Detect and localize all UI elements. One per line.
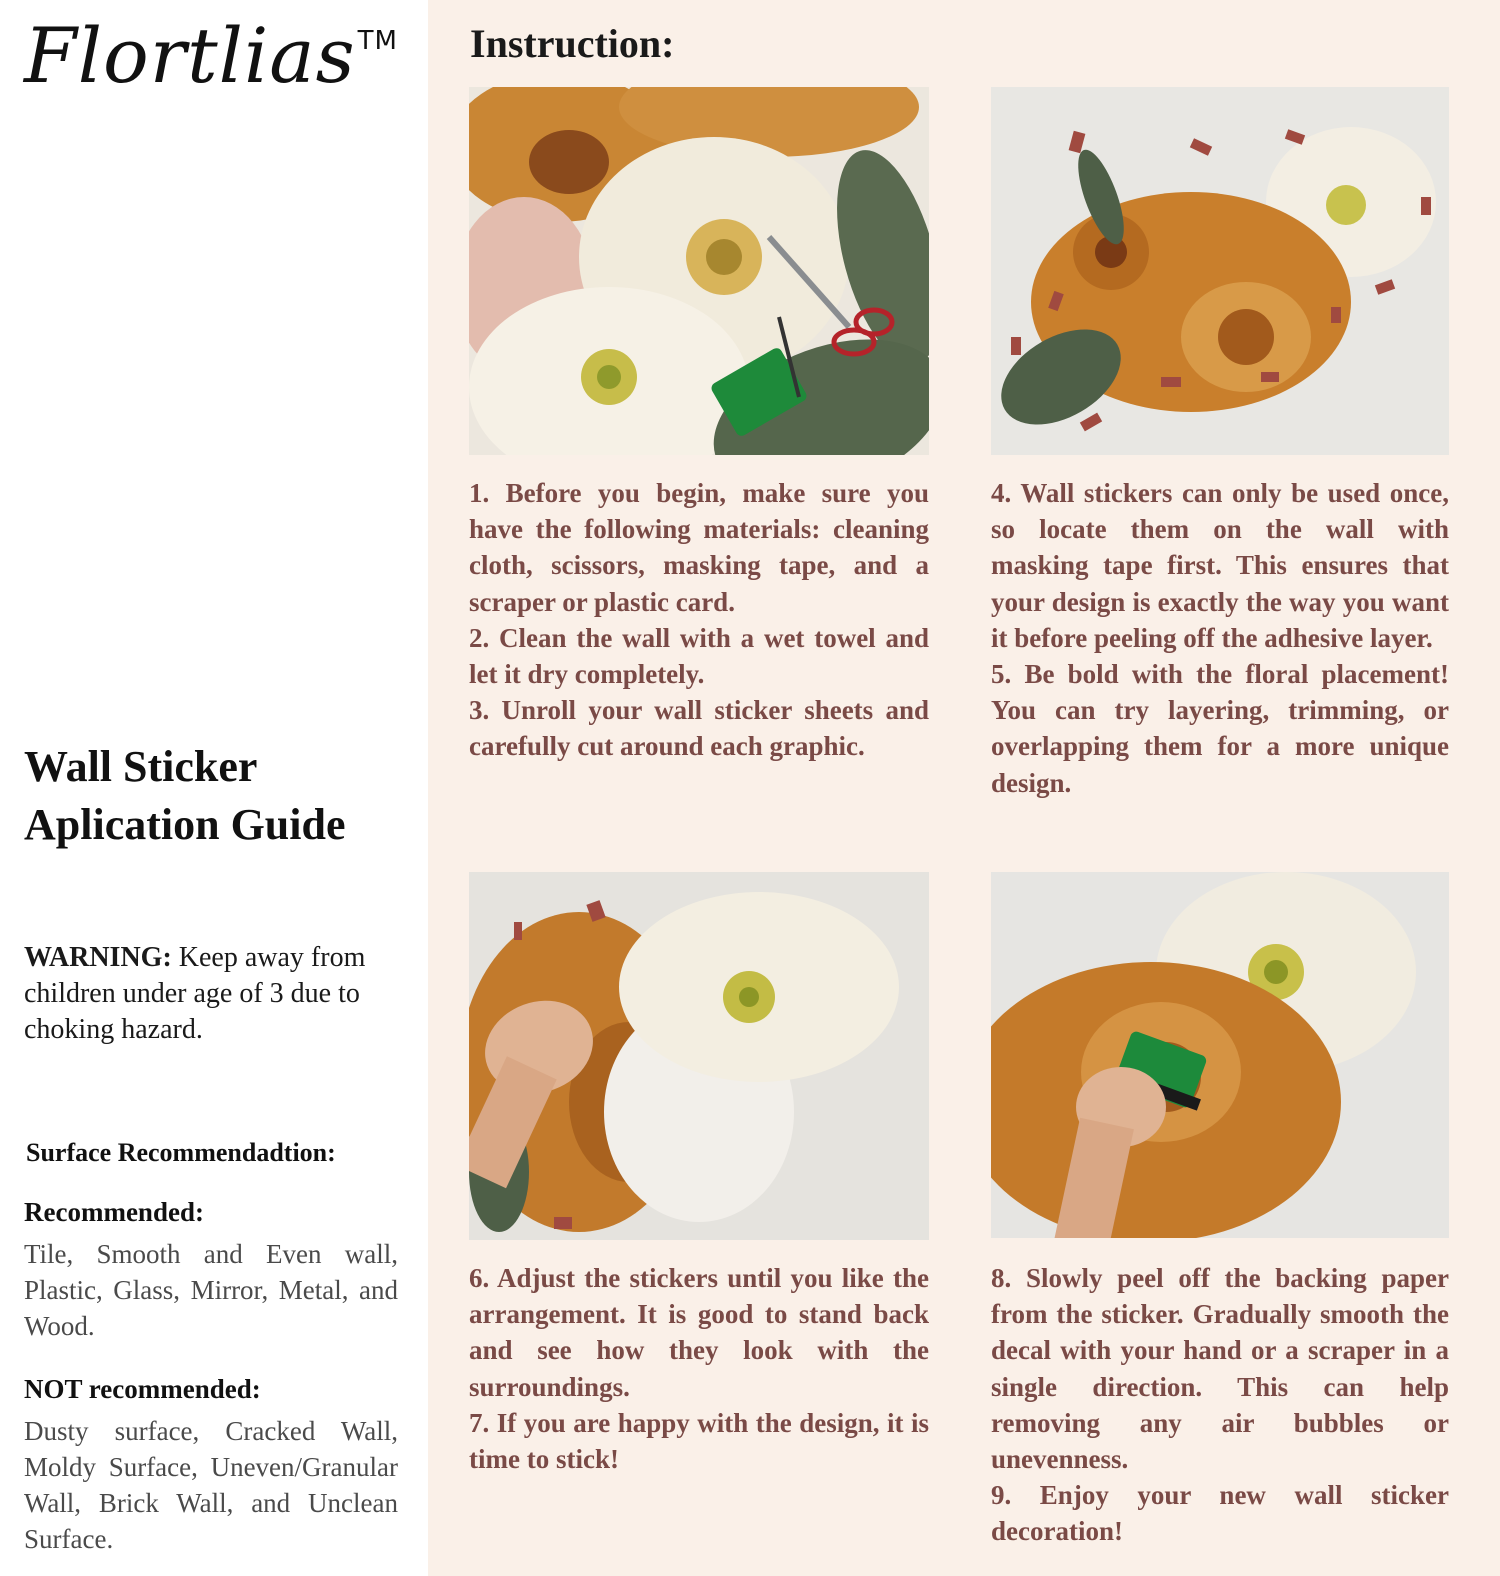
left-sidebar [0,0,428,1576]
brand-logo [24,11,398,100]
step-7: 7. If you are happy with the design, it is time to stick! [469,1407,929,1475]
surface-heading: Surface Recommendadtion: [26,1138,336,1167]
steps-1-3 [469,475,929,765]
step-9: 9. Enjoy your new wall sticker decoration! [991,1480,1449,1547]
steps-4-5 [991,475,1449,801]
placement-photo [991,87,1449,455]
placement-illustration [991,87,1449,455]
recommended-heading: Recommended: [24,1197,204,1227]
smoothing-illustration [991,872,1449,1238]
warning-label: WARNING: [24,942,172,973]
step-4: 4. Wall stickers can only be used once, so locate them on the wall with masking tape first. This ensures that your design is exactly the way you want it before peeling off the adhesive layer. [991,478,1449,653]
trademark-symbol: TM [357,26,398,56]
steps-6-7 [469,1260,929,1477]
recommended-text: Tile, Smooth and Even wall, Plastic, Glass, Mirror, Metal, and Wood. [24,1239,398,1341]
adjusting-photo [469,872,929,1240]
instruction-title: Instruction: [470,21,675,66]
not-recommended-text: Dusty surface, Cracked Wall, Moldy Surface, Uneven/Granular Wall, Brick Wall, and Unclean Surface. [24,1416,398,1554]
steps-8-9 [991,1260,1449,1550]
materials-illustration [469,87,929,455]
step-3: 3. Unroll your wall sticker sheets and carefully cut around each graphic. [469,695,929,762]
step-6: 6. Adjust the stickers until you like the arrangement. It is good to stand back and see how they look with the surroundings. [469,1263,929,1402]
step-8: 8. Slowly peel off the backing paper from the sticker. Gradually smooth the decal with your hand or a scraper in a single direction. This can help removing any air bubbles or unevenness. [991,1263,1449,1475]
not-recommended-heading: NOT recommended: [24,1374,261,1404]
warning-body: Keep away from children under age of 3 due to choking hazard. [24,942,366,1045]
materials-photo [469,87,929,455]
brand-name: Flortlias [24,11,356,100]
step-1: 1. Before you begin, make sure you have the following materials: cleaning cloth, scissors, masking tape, and a scraper or plastic card. [469,478,929,617]
guide-title [24,738,414,854]
smoothing-photo [991,872,1449,1238]
warning-text [24,940,399,1048]
step-2: 2. Clean the wall with a wet towel and let it dry completely. [469,622,929,690]
step-5: 5. Be bold with the floral placement! You can try layering, trimming, or overlapping them for a more unique design. [991,659,1449,798]
guide-title-line2: Aplication Guide [24,800,346,849]
guide-title-line1: Wall Sticker [24,742,258,791]
adjusting-illustration [469,872,929,1240]
